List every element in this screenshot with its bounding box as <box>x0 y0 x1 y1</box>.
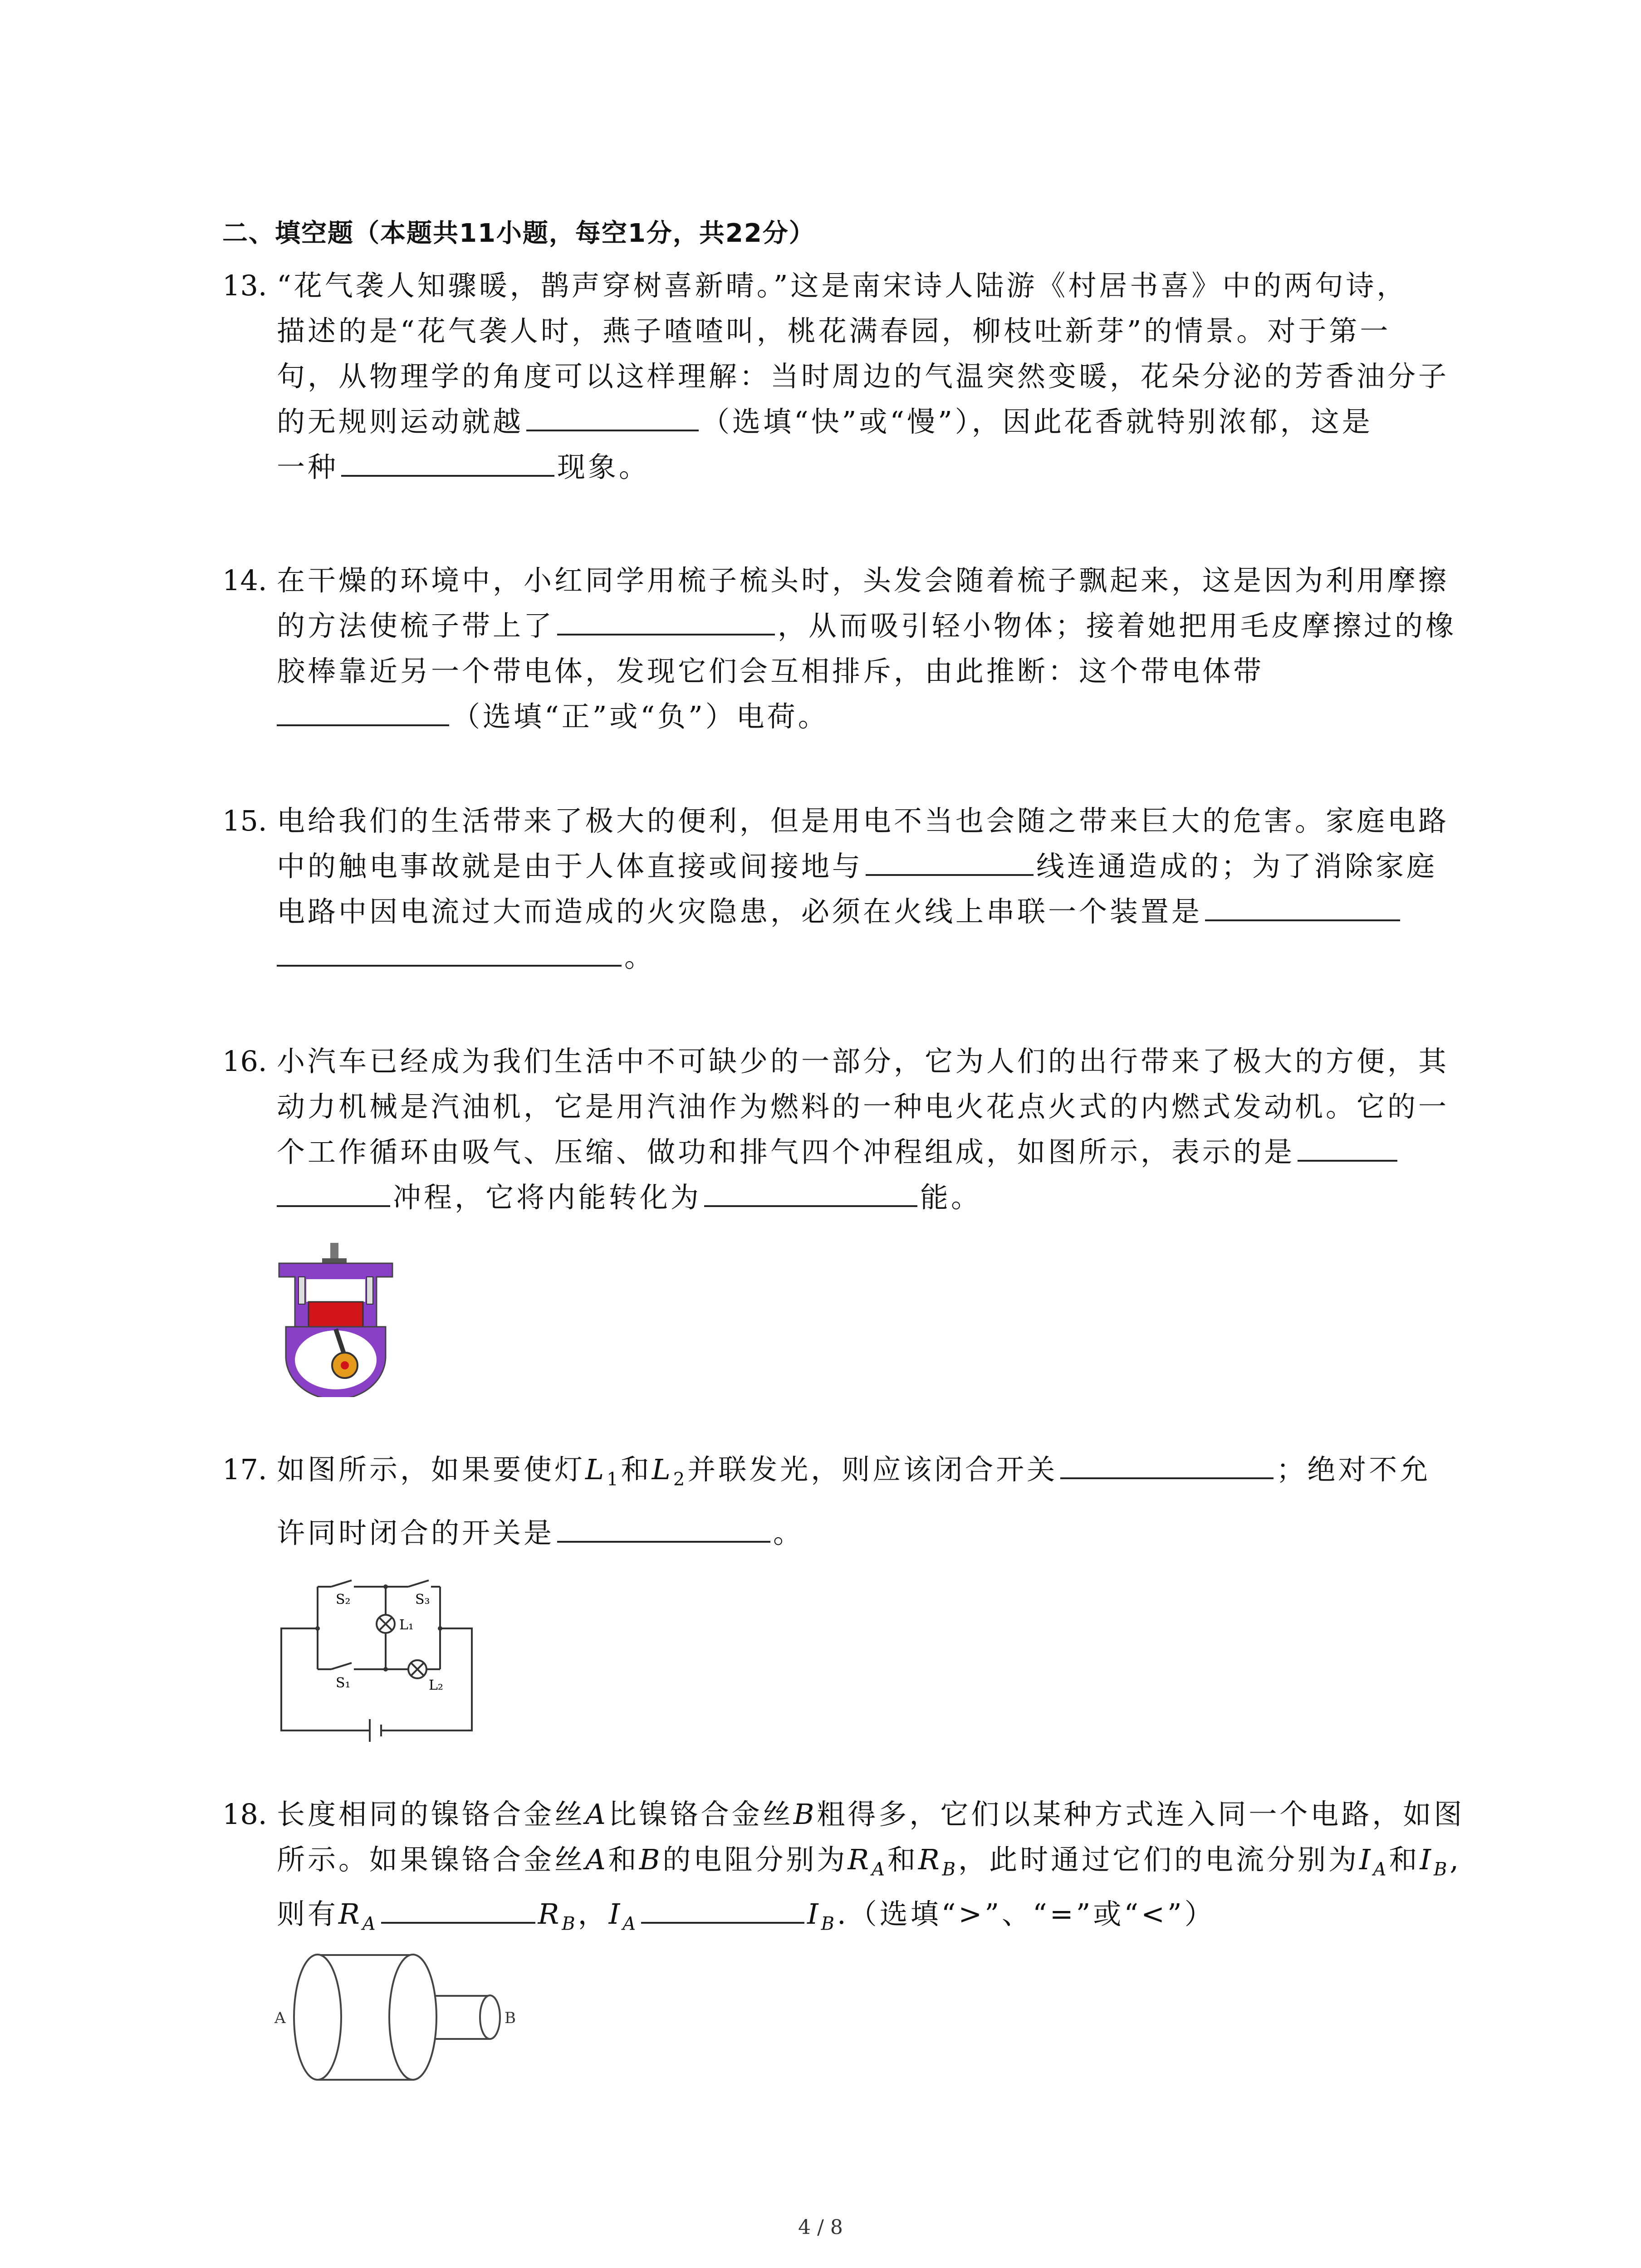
q16-blank-1a[interactable] <box>1298 1132 1397 1162</box>
q15-line-2: 中的触电事故就是由于人体直接或间接地与 线连通造成的；为了消除家庭 <box>277 844 1437 889</box>
q16-line-3: 个工作循环由吸气、压缩、做功和排气四个冲程组成，如图所示，表示的是 <box>277 1129 1400 1175</box>
q14-blank-2[interactable] <box>277 696 449 726</box>
q17-blank-1[interactable] <box>1060 1449 1274 1479</box>
label-l2: L₂ <box>429 1677 443 1693</box>
label-b: B <box>505 2009 516 2027</box>
label-s1: S₁ <box>336 1675 351 1691</box>
q14-line-4: （选填“正”或“负”）电荷。 <box>277 694 829 739</box>
q15-number: 15. <box>222 804 267 837</box>
q15-line-3: 电路中因电流过大而造成的火灾隐患，必须在火线上串联一个装置是 <box>277 889 1403 934</box>
q17-blank-2[interactable] <box>557 1513 770 1543</box>
label-l1: L₁ <box>399 1617 414 1633</box>
q13-blank-2[interactable] <box>341 447 554 477</box>
switch-s2 <box>331 1580 352 1587</box>
switch-s1 <box>331 1663 352 1669</box>
page-number: 4 / 8 <box>798 2216 843 2239</box>
q16-line-4: 冲程，它将内能转化为 能。 <box>277 1175 982 1220</box>
q14-blank-1[interactable] <box>557 606 775 635</box>
q13-blank-1[interactable] <box>526 401 699 431</box>
q16-number: 16. <box>222 1045 267 1078</box>
combustion-chamber <box>306 1279 365 1302</box>
engine-figure <box>272 1243 399 1397</box>
q17-line-2: 许同时闭合的开关是 。 <box>277 1510 804 1556</box>
exhaust-valve <box>367 1277 373 1304</box>
section-heading: 二、填空题（本题共11小题，每空1分，共22分） <box>222 219 815 248</box>
q13-line-2: 描述的是“花气袭人时，燕子喳喳叫，桃花满春园，柳枝吐新芽”的情景。对于第一 <box>277 314 1391 347</box>
q14-line-1: 14. 在干燥的环境中，小红同学用梳子梳头时，头发会随着梳子飘起来，这是因为利用摩擦 <box>222 558 1449 603</box>
label-s2: S₂ <box>336 1592 351 1608</box>
q15-blank-2b[interactable] <box>277 937 622 967</box>
q18-number: 18. <box>222 1798 267 1831</box>
q13-line-4: 的无规则运动就越 （选填“快”或“慢”），因此花香就特别浓郁，这是 <box>277 399 1373 445</box>
q15-line-1: 15. 电给我们的生活带来了极大的便利，但是用电不当也会随之带来巨大的危害。家庭电路 <box>222 798 1449 844</box>
q16-blank-2[interactable] <box>704 1177 917 1207</box>
q15-blank-2a[interactable] <box>1205 891 1400 921</box>
q17-line-1: 17. 如图所示，如果要使灯$L_1$和$L_2$并联发光，则应该闭合开关 ；绝对不允 <box>222 1447 1430 1502</box>
wire-figure <box>272 1946 526 2091</box>
q14-line-3: 胶棒靠近另一个带电体，发现它们会互相排斥，由此推断：这个带电体带 <box>277 655 1264 688</box>
q14-number: 14. <box>222 564 267 597</box>
q16-line-2: 动力机械是汽油机，它是用汽油作为燃料的一种电火花点火式的内燃式发动机。它的一 <box>277 1090 1450 1123</box>
q15-line-4: 。 <box>277 934 655 980</box>
switch-s3 <box>408 1580 429 1587</box>
q18-line-1: 18. 长度相同的镍铬合金丝A比镍铬合金丝B粗得多，它们以某种方式连入同一个电路，如图 <box>222 1792 1465 1837</box>
q18-blank-2[interactable] <box>641 1894 804 1924</box>
label-a: A <box>274 2009 286 2027</box>
q15-blank-1[interactable] <box>866 846 1034 876</box>
q18-blank-1[interactable] <box>381 1894 535 1924</box>
q16-line-1: 16. 小汽车已经成为我们生活中不可缺少的一部分，它为人们的出行带来了极大的方便，其 <box>222 1039 1449 1084</box>
q13-line-5: 一种 现象。 <box>277 445 650 490</box>
circuit-diagram <box>272 1579 481 1742</box>
q16-blank-1b[interactable] <box>277 1177 390 1207</box>
q13-number: 13. <box>222 269 267 302</box>
intake-valve <box>299 1277 305 1304</box>
q13-line-1: 13. “花气袭人知骤暖，鹊声穿树喜新晴。”这是南宋诗人陆游《村居书喜》中的两句诗， <box>222 263 1407 308</box>
q17-number: 17. <box>222 1453 267 1486</box>
q13-line-3: 句，从物理学的角度可以这样理解：当时周边的气温突然变暖，花朵分泌的芳香油分子 <box>277 360 1450 393</box>
q18-line-3: 则有$R_A$ $R_B$，$I_A$ $I_B$.（选填“>”、“=”或“<”） <box>277 1892 1215 1946</box>
piston <box>309 1302 363 1329</box>
q18-line-2: 所示。如果镍铬合金丝A和B的电阻分别为$R_A$和$R_B$，此时通过它们的电流分别为$I_A$和$I_B$, <box>277 1843 1462 1880</box>
label-s3: S₃ <box>415 1592 430 1608</box>
q14-line-2: 的方法使梳子带上了 ，从而吸引轻小物体；接着她把用毛皮摩擦过的橡 <box>277 603 1456 649</box>
